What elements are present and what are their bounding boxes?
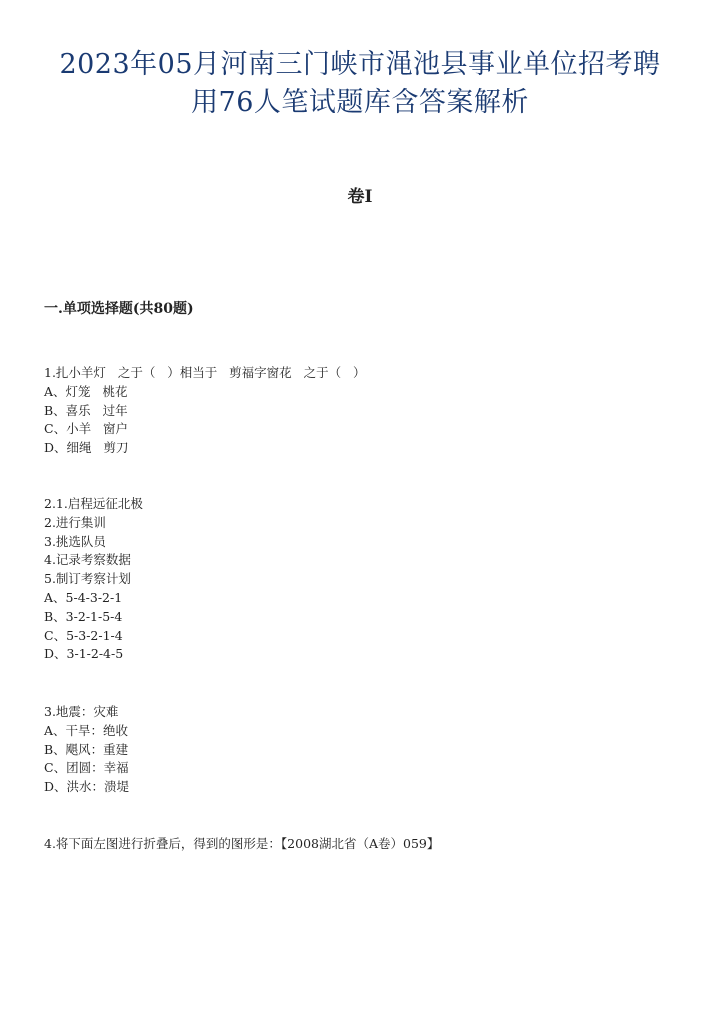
option-a: A、灯笼 桃花 [44,383,128,399]
option-d: D、3-1-2-4-5 [44,646,124,662]
question-stem-line: 3.挑选队员 [44,533,106,549]
option-d: D、细绳 剪刀 [44,440,129,456]
option-c: C、团圆：幸福 [44,760,129,776]
question-3 [44,703,129,797]
option-a: A、5-4-3-2-1 [44,589,123,605]
option-b: B、飓风：重建 [44,741,129,757]
title-line-2: 用76人笔试题库含答案解析 [191,87,529,118]
question-1 [44,364,366,458]
question-stem-line: 2.1.启程远征北极 [44,496,143,511]
document-title [20,46,700,122]
option-a: A、干旱：绝收 [44,722,129,738]
option-b: B、喜乐 过年 [44,402,128,418]
option-b: B、3-2-1-5-4 [44,608,123,624]
question-stem-line: 4.记录考察数据 [44,552,131,568]
volume-heading: 卷I [347,187,373,207]
question-stem: 4.将下面左图进行折叠后，得到的图形是：【2008湖北省（A卷）059】 [44,836,440,851]
question-2 [44,495,143,664]
question-stem: 3.地震：灾难 [44,704,119,719]
title-line-1: 2023年05月河南三门峡市渑池县事业单位招考聘 [59,49,661,80]
question-stem-line: 5.制订考察计划 [44,571,131,587]
question-4 [44,835,439,854]
question-stem: 1.扎小羊灯 之于（ ）相当于 剪福字窗花 之于（ ） [44,365,366,380]
section-heading: 一.单项选择题(共80题) [44,301,194,317]
option-c: C、小羊 窗户 [44,421,128,437]
question-stem-line: 2.进行集训 [44,514,106,530]
option-d: D、洪水：溃堤 [44,779,130,795]
option-c: C、5-3-2-1-4 [44,627,123,643]
